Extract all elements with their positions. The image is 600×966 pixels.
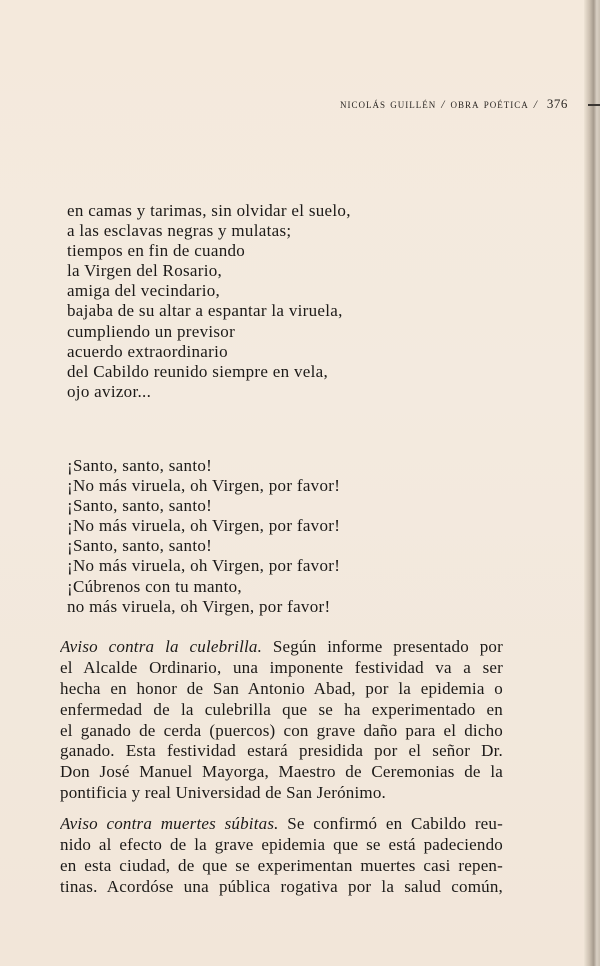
verse-line: del Cabildo reunido siempre en vela, xyxy=(67,361,329,381)
verse-line: ¡No más viruela, oh Virgen, por favor! xyxy=(67,516,341,536)
prose-line xyxy=(60,637,503,658)
prose-line: en esta ciudad, de que se experimentan muertes casi repen- xyxy=(60,855,503,875)
separator: / xyxy=(441,99,446,111)
verse-line: ¡Santo, santo, santo! xyxy=(67,456,213,475)
prose-line: pontificia y real Universidad de San Jerónimo. xyxy=(60,783,386,803)
spine-mark xyxy=(588,104,600,106)
author-name: nicolás guillén xyxy=(340,96,437,111)
prose-line: nido al efecto de la grave epidemia que se está padeciendo xyxy=(60,834,503,854)
paragraph-culebrilla xyxy=(60,637,503,804)
verse-line: amiga del vecindario, xyxy=(67,281,221,301)
work-title: obra poética xyxy=(450,96,529,111)
verse-line: a las esclavas negras y mulatas; xyxy=(67,221,292,241)
prose-text: Se confirmó en Cabildo reu- xyxy=(278,814,503,833)
prose-line: Don José Manuel Mayorga, Maestro de Ceremonias de la xyxy=(60,762,503,782)
book-spine-shadow xyxy=(584,0,600,966)
verse-line: en camas y tarimas, sin olvidar el suelo, xyxy=(67,201,351,220)
prose-line: el Alcalde Ordinario, una imponente festividad va a ser xyxy=(60,657,503,677)
prose-line: tinas. Acordóse una pública rogativa por la salud común, xyxy=(60,876,503,896)
verse-line: acuerdo extraordinario xyxy=(67,341,228,361)
running-head xyxy=(340,96,580,112)
poem-stanza-1 xyxy=(67,201,351,402)
verse-line: cumpliendo un previsor xyxy=(67,321,236,341)
verse-line: ¡No más viruela, oh Virgen, por favor! xyxy=(67,556,341,576)
prose-line: el ganado de cerda (puercos) con grave daño para el dicho xyxy=(60,720,503,740)
verse-line: no más viruela, oh Virgen, por favor! xyxy=(67,596,331,616)
verse-line: ¡Cúbrenos con tu manto, xyxy=(67,576,242,596)
verse-line: tiempos en fin de cuando xyxy=(67,241,246,261)
paragraph-lead: Aviso contra la culebrilla. xyxy=(60,637,263,656)
separator: / xyxy=(533,99,538,111)
paragraph-muertes-subitas xyxy=(60,814,503,898)
verse-line: ¡Santo, santo, santo! xyxy=(67,496,213,516)
verse-line: ¡No más viruela, oh Virgen, por favor! xyxy=(67,476,341,496)
prose-text: Según informe presentado por xyxy=(262,637,503,656)
verse-line: bajaba de su altar a espantar la viruela, xyxy=(67,301,343,321)
prose-line xyxy=(60,814,503,835)
paragraph-lead: Aviso contra muertes súbitas. xyxy=(60,814,279,833)
verse-line: ojo avizor... xyxy=(67,381,152,401)
verse-line: la Virgen del Rosario, xyxy=(67,261,223,281)
poem-stanza-2 xyxy=(67,456,340,617)
prose-line: hecha en honor de San Antonio Abad, por la epidemia o xyxy=(60,678,503,698)
prose-line: ganado. Esta festividad estará presidida por el señor Dr. xyxy=(60,741,503,761)
prose-line: enfermedad de la culebrilla que se ha experimentado en xyxy=(60,699,503,719)
verse-line: ¡Santo, santo, santo! xyxy=(67,536,213,556)
page-number: 376 xyxy=(546,96,568,111)
